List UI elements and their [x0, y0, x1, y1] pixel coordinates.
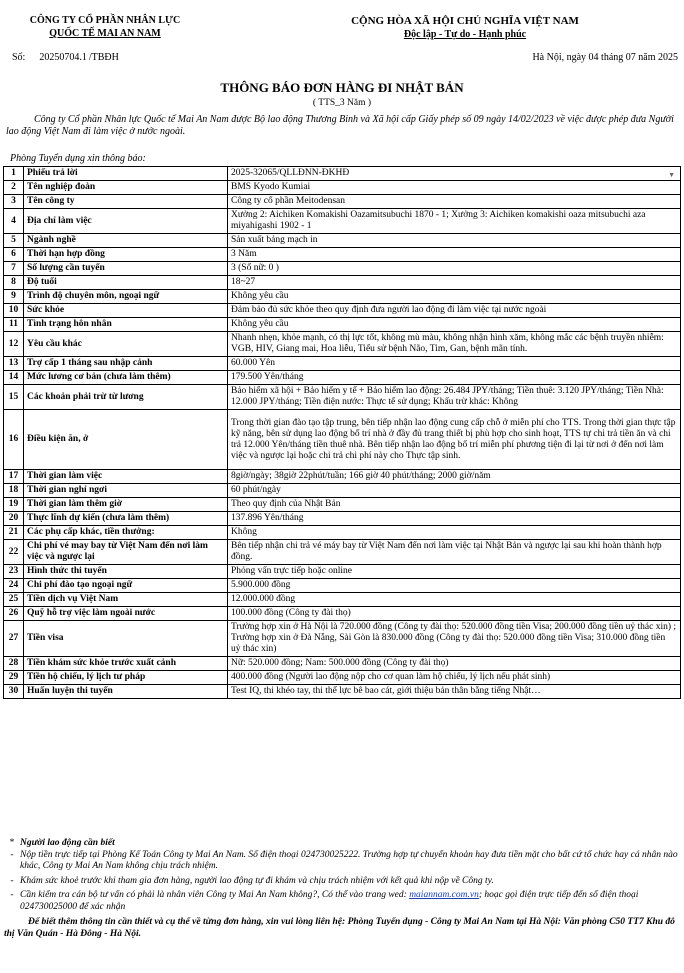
row-label: Huấn luyện thi tuyển	[24, 685, 228, 699]
row-value	[228, 304, 681, 318]
note-text: Khám sức khoẻ trước khi tham gia đơn hàng, người lao động tự đi khám và chịu trách nhiệm với kết quả khi nộp về Công ty.	[20, 875, 494, 886]
row-value-text: Bảo hiểm xã hội + Bảo hiểm y tế + Bảo hiểm lao động: 26.484 JPY/tháng; Tiền thuê: 3.120 JPY/tháng; Tiền Nhà: 12.000 JPY/tháng; Tiền điện nước: Thực tế sử dụng; Khấu trừ khác: Không	[231, 386, 664, 407]
table-row	[4, 540, 681, 565]
row-number: 16	[4, 410, 24, 470]
row-label: Thời hạn hợp đồng	[24, 248, 228, 262]
row-number: 17	[4, 470, 24, 484]
row-value	[228, 276, 681, 290]
row-value	[228, 565, 681, 579]
row-number: 30	[4, 685, 24, 699]
row-number: 11	[4, 318, 24, 332]
row-number: 8	[4, 276, 24, 290]
row-label: Thời gian làm việc	[24, 470, 228, 484]
notes-heading: Người lao động cần biết	[20, 838, 115, 848]
row-number: 22	[4, 540, 24, 565]
row-value	[228, 332, 681, 357]
row-value	[228, 371, 681, 385]
row-number: 19	[4, 498, 24, 512]
table-row	[4, 181, 681, 195]
row-label: Thời gian làm thêm giờ	[24, 498, 228, 512]
row-value	[228, 248, 681, 262]
row-value-text: 3 Năm	[231, 249, 257, 259]
document-title: THÔNG BÁO ĐƠN HÀNG ĐI NHẬT BẢN	[220, 80, 464, 95]
table-row	[4, 385, 681, 410]
company-name-line2: QUỐC TẾ MAI AN NAM	[49, 28, 161, 39]
row-value-text: BMS Kyodo Kumiai	[231, 182, 311, 192]
row-value-text: Không	[231, 527, 257, 537]
row-number: 21	[4, 526, 24, 540]
row-value	[228, 385, 681, 410]
row-label: Yêu cầu khác	[24, 332, 228, 357]
row-value	[228, 470, 681, 484]
row-value	[228, 410, 681, 470]
row-value	[228, 498, 681, 512]
table-row	[4, 484, 681, 498]
row-number: 4	[4, 209, 24, 234]
row-value-text: Sản xuất bảng mạch in	[231, 235, 318, 245]
row-label: Phiếu trả lời	[24, 167, 228, 181]
company-name-line1: CÔNG TY CỔ PHẦN NHÂN LỰC	[29, 15, 181, 26]
row-number: 20	[4, 512, 24, 526]
row-number: 18	[4, 484, 24, 498]
row-value-text: 60 phút/ngày	[231, 485, 281, 495]
row-value-text: Không yêu cầu	[231, 291, 289, 301]
table-row	[4, 593, 681, 607]
table-row	[4, 234, 681, 248]
row-value	[228, 181, 681, 195]
contact-footer: Để biết thêm thông tin cần thiết và cụ thể về từng đơn hàng, xin vui lòng liên hệ: Phòng Tuyển dụng - Công ty Mai An Nam tại Hà Nội: Văn phòng C50 TT7 Khu đô thị Văn Quán - Hà Đông - Hà Nội.	[4, 917, 675, 939]
row-value-text: Xưởng 2: Aichiken Komakishi Oazamitsubuchi 1870 - 1; Xưởng 3: Aichiken komakishi oaza mitsubuchi aza miyahigashi 1902 - 1	[231, 210, 646, 231]
row-label: Địa chỉ làm việc	[24, 209, 228, 234]
row-value	[228, 484, 681, 498]
row-label: Các khoản phải trừ từ lương	[24, 385, 228, 410]
dropdown-arrow-icon[interactable]: ▼	[668, 171, 675, 179]
row-value	[228, 593, 681, 607]
row-number: 27	[4, 621, 24, 657]
row-value-text: Test IQ, thi khéo tay, thi thể lực bê bao cát, giới thiệu bản thân bằng tiếng Nhật…	[231, 686, 541, 696]
row-label: Quỹ hỗ trợ việc làm ngoài nước	[24, 607, 228, 621]
table-row	[4, 290, 681, 304]
row-label: Tiền visa	[24, 621, 228, 657]
row-value	[228, 540, 681, 565]
notes-section	[4, 838, 680, 940]
row-value	[228, 685, 681, 699]
intro-paragraph: Công ty Cổ phần Nhân lực Quốc tế Mai An Nam được Bộ lao động Thương Binh và Xã hội cấp Giấy phép số 09 ngày 14/02/2023 về việc được phép đưa Người lao động Việt Nam đi làm việc ở nước ngoài.	[6, 114, 674, 137]
row-value-text: 3 (Số nữ: 0 )	[231, 263, 279, 273]
note-item: - Cần kiểm tra cán bộ tư vấn có phải là nhân viên Công ty Mai An Nam không?, Có thể vào trang wed: maiannam.com.vn; hoạc gọi điện trực tiếp đến số điện thoại 024730025000 để xác nhận	[4, 890, 680, 913]
row-label: Tiền hộ chiếu, lý lịch tư pháp	[24, 671, 228, 685]
row-value-text: Bên tiếp nhận chi trả vé máy bay từ Việt Nam đến nơi làm việc tại Nhật Bản và ngược lại sau khi hoàn thành hợp đồng.	[231, 541, 662, 562]
document-number-suffix: /TBĐH	[88, 52, 119, 63]
row-value-text: 60.000 Yên	[231, 358, 275, 368]
row-value-text: Theo quy định của Nhật Bản	[231, 499, 341, 509]
row-value	[228, 195, 681, 209]
website-link[interactable]: maiannam.com.vn	[409, 890, 479, 900]
row-number: 5	[4, 234, 24, 248]
national-motto: Độc lập - Tự do - Hạnh phúc	[403, 29, 527, 40]
row-value	[228, 526, 681, 540]
note-item: - Nộp tiền trực tiếp tại Phòng Kế Toán Công ty Mai An Nam. Số điện thoại 024730025222. Trường hợp tự chuyển khoản hay đưa tiền mặt cho bất cứ tổ chức hay cá nhân nào khác, Công ty Mai An Nam không chịu trách nhiệm.	[4, 850, 680, 873]
table-row	[4, 276, 681, 290]
row-number: 29	[4, 671, 24, 685]
row-label: Thời gian nghỉ ngơi	[24, 484, 228, 498]
row-value-text: 100.000 đồng (Công ty đài thọ)	[231, 608, 351, 618]
table-row	[4, 209, 681, 234]
row-value-text: Trong thời gian đào tạo tập trung, bên tiếp nhận lao động cung cấp chỗ ở miễn phí cho TTS. Trong thời gian thực tập kỹ năng, bên sử dụng lao động bố trí nhà ở đầy đủ trang thiết bị phù hợp cho sinh hoạt, TTS tự chi trả tiền ăn và chi trả 12.000 Yên/tháng tiền thuê nhà. Bên tiếp nhận lao động bố trí miễn phí phương tiện đi lại từ nơi ở đến nơi làm việc và ngược lại hoặc chi trả chi phí này cho Thực tập sinh.	[231, 417, 676, 461]
row-value	[228, 357, 681, 371]
row-value-text: 400.000 đồng (Người lao động nộp cho cơ quan làm hộ chiếu, lý lịch nếu phát sinh)	[231, 672, 551, 682]
table-row	[4, 565, 681, 579]
note-text: Nộp tiền trực tiếp tại Phòng Kế Toán Công ty Mai An Nam. Số điện thoại 024730025222. Trường hợp tự chuyển khoản hay đưa tiền mặt cho bất cứ tổ chức hay cá nhân nào khác, Công ty Mai An Nam không chịu trách nhiệm.	[20, 849, 678, 871]
table-row	[4, 498, 681, 512]
table-row	[4, 607, 681, 621]
row-number: 6	[4, 248, 24, 262]
table-row	[4, 579, 681, 593]
row-label: Độ tuổi	[24, 276, 228, 290]
document-date: Hà Nội, ngày 04 tháng 07 năm 2025	[532, 52, 678, 63]
row-value	[228, 621, 681, 657]
table-row	[4, 262, 681, 276]
table-row	[4, 526, 681, 540]
row-label: Tên công ty	[24, 195, 228, 209]
row-label: Chi phí đào tạo ngoại ngữ	[24, 579, 228, 593]
row-value	[228, 318, 681, 332]
row-value-text: Công ty cổ phần Meitodensan	[231, 196, 345, 206]
table-row	[4, 167, 681, 181]
notes-bullet: *	[9, 838, 15, 848]
row-value	[228, 234, 681, 248]
row-label: Hình thức thi tuyển	[24, 565, 228, 579]
row-number: 25	[4, 593, 24, 607]
row-number: 7	[4, 262, 24, 276]
table-row	[4, 248, 681, 262]
table-row	[4, 357, 681, 371]
row-number: 12	[4, 332, 24, 357]
row-label: Các phụ cấp khác, tiền thưởng:	[24, 526, 228, 540]
row-number: 26	[4, 607, 24, 621]
note-item: - Khám sức khoẻ trước khi tham gia đơn hàng, người lao động tự đi khám và chịu trách nhiệm với kết quả khi nộp về Công ty.	[4, 876, 680, 888]
row-value-text: 12.000.000 đồng	[231, 594, 296, 604]
table-row	[4, 195, 681, 209]
document-number-label: Số:	[12, 52, 26, 63]
row-label: Mức lương cơ bản (chưa làm thêm)	[24, 371, 228, 385]
row-value-text: 137.896 Yên/tháng	[231, 513, 304, 523]
row-value[interactable]	[228, 167, 681, 181]
row-value-text: Không yêu cầu	[231, 319, 289, 329]
row-number: 10	[4, 304, 24, 318]
document-number-value: 20250704.1	[39, 52, 87, 63]
national-header	[300, 14, 630, 42]
table-row	[4, 685, 681, 699]
row-number: 1	[4, 167, 24, 181]
note-text: Cần kiểm tra cán bộ tư vấn có phải là nhân viên Công ty Mai An Nam không?, Có thể vào trang wed: maiannam.com.vn; hoạc gọi điện trực tiếp đến số điện thoại 024730025000 để xác nhận	[20, 890, 639, 912]
table-row	[4, 512, 681, 526]
row-number: 13	[4, 357, 24, 371]
row-label: Tiền dịch vụ Việt Nam	[24, 593, 228, 607]
row-value	[228, 262, 681, 276]
row-number: 14	[4, 371, 24, 385]
row-number: 24	[4, 579, 24, 593]
row-label: Sức khỏe	[24, 304, 228, 318]
table-row	[4, 621, 681, 657]
row-value	[228, 671, 681, 685]
row-number: 3	[4, 195, 24, 209]
row-label: Điều kiện ăn, ở	[24, 410, 228, 470]
row-value-text: Phỏng vấn trực tiếp hoặc online	[231, 566, 352, 576]
row-value-text: Trường hợp xin ở Hà Nội là 720.000 đồng (Công ty đài thọ: 520.000 đồng tiền Visa; 200.000 đồng tiền uỷ thác xin) ; Trường hợp xin ở Đà Nẵng, Sài Gòn là 830.000 đồng (Công ty đài thọ: 520.000 đồng tiền Visa; 310.000 đồng tiền uỷ thác xin)	[231, 622, 677, 654]
row-value	[228, 579, 681, 593]
row-label: Thực lĩnh dự kiến (chưa làm thêm)	[24, 512, 228, 526]
row-value-text: 18~27	[231, 277, 256, 287]
row-number: 28	[4, 657, 24, 671]
row-label: Tên nghiệp đoàn	[24, 181, 228, 195]
row-label: Trợ cấp 1 tháng sau nhập cảnh	[24, 357, 228, 371]
row-number: 15	[4, 385, 24, 410]
row-value	[228, 209, 681, 234]
table-row	[4, 371, 681, 385]
row-value	[228, 657, 681, 671]
row-number: 2	[4, 181, 24, 195]
row-value	[228, 290, 681, 304]
row-label: Tiền khám sức khỏe trước xuất cảnh	[24, 657, 228, 671]
row-value-text: 5.900.000 đồng	[231, 580, 291, 590]
table-row	[4, 671, 681, 685]
national-title: CỘNG HÒA XÃ HỘI CHỦ NGHĨA VIỆT NAM	[351, 15, 579, 27]
row-label: Số lượng cần tuyển	[24, 262, 228, 276]
row-value-text: 8giờ/ngày; 38giờ 22phút/tuần; 166 giờ 40 phút/tháng; 2000 giờ/năm	[231, 471, 491, 481]
table-row	[4, 470, 681, 484]
row-value-text: Nữ: 520.000 đồng; Nam: 500.000 đồng (Công ty đài thọ)	[231, 658, 449, 668]
table-row	[4, 410, 681, 470]
row-value	[228, 512, 681, 526]
document-subtitle: ( TTS_3 Năm )	[312, 98, 372, 108]
table-row	[4, 318, 681, 332]
row-number: 23	[4, 565, 24, 579]
table-row	[4, 304, 681, 318]
row-value-text: Đảm bảo đủ sức khỏe theo quy định đưa người lao động đi làm việc tại nước ngoài	[231, 305, 547, 315]
department-line: Phòng Tuyển dụng xin thông báo:	[10, 153, 146, 164]
row-value-text: 179.500 Yên/tháng	[231, 372, 304, 382]
row-label: Tình trạng hôn nhân	[24, 318, 228, 332]
row-label: Chi phí vé may bay từ Việt Nam đến nơi làm việc và ngược lại	[24, 540, 228, 565]
table-row	[4, 657, 681, 671]
row-value	[228, 607, 681, 621]
row-value-text: Nhanh nhẹn, khỏe mạnh, có thị lực tốt, không mù màu, không nhận hình xăm, không mắc các bệnh truyền nhiễm: VGB, HIV, Giang mai, Hoa liễu, Tiểu sử bệnh Não, Tim, Gan, bệnh mãn tính.	[231, 333, 664, 354]
row-label: Ngành nghề	[24, 234, 228, 248]
order-details-table	[3, 166, 681, 699]
row-label: Trình độ chuyên môn, ngoại ngữ	[24, 290, 228, 304]
row-number: 9	[4, 290, 24, 304]
company-header	[10, 14, 200, 40]
document-number	[12, 52, 133, 63]
row-value-text: 2025-32065/QLLĐNN-ĐKHĐ	[231, 168, 350, 178]
table-row	[4, 332, 681, 357]
